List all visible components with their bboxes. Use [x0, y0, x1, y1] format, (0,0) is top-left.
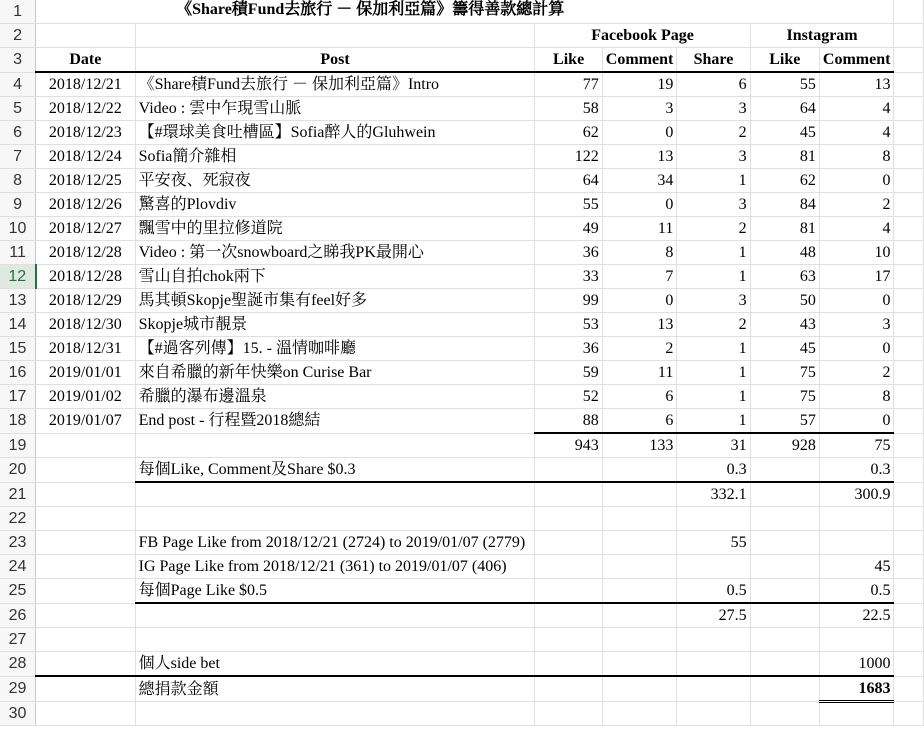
- post-fb-share[interactable]: 2: [677, 217, 750, 241]
- cell[interactable]: [750, 507, 819, 531]
- cell[interactable]: [602, 676, 677, 702]
- cell[interactable]: [894, 385, 924, 409]
- cell[interactable]: [894, 482, 924, 507]
- post-ig-like[interactable]: 63: [750, 265, 819, 289]
- cell[interactable]: [894, 458, 924, 483]
- post-fb-comment[interactable]: 0: [602, 193, 677, 217]
- cell[interactable]: [535, 579, 602, 604]
- table-row: [0, 217, 924, 241]
- cell[interactable]: [602, 579, 677, 604]
- row-header[interactable]: 16: [0, 361, 36, 385]
- cell[interactable]: [36, 628, 136, 652]
- cell[interactable]: [894, 97, 924, 121]
- table-row: [0, 361, 924, 385]
- row-20: [0, 458, 924, 483]
- row-header[interactable]: 26: [0, 603, 36, 628]
- post-date[interactable]: 2018/12/30: [36, 313, 136, 337]
- cell[interactable]: [750, 555, 819, 579]
- table-row: [0, 97, 924, 121]
- row-header[interactable]: 22: [0, 507, 36, 531]
- header-ig-comment[interactable]: Comment: [819, 48, 894, 73]
- row-header[interactable]: 15: [0, 337, 36, 361]
- post-fb-comment[interactable]: 8: [602, 241, 677, 265]
- post-fb-like[interactable]: 52: [535, 385, 602, 409]
- post-ig-comment[interactable]: 4: [819, 217, 894, 241]
- post-ig-like[interactable]: 75: [750, 385, 819, 409]
- row-header[interactable]: 17: [0, 385, 36, 409]
- cell[interactable]: [36, 458, 136, 483]
- row-24: [0, 555, 924, 579]
- post-ig-like[interactable]: 45: [750, 337, 819, 361]
- table-row: [0, 145, 924, 169]
- row-23: [0, 531, 924, 555]
- post-ig-comment[interactable]: 8: [819, 385, 894, 409]
- post-ig-comment[interactable]: 0: [819, 337, 894, 361]
- cell[interactable]: [894, 289, 924, 313]
- post-date[interactable]: 2018/12/28: [36, 241, 136, 265]
- ig-page-like-rate[interactable]: 0.5: [819, 579, 894, 604]
- cell[interactable]: [750, 482, 819, 507]
- header-fb-comment[interactable]: Comment: [602, 48, 677, 73]
- row-header[interactable]: 27: [0, 628, 36, 652]
- post-fb-like[interactable]: 58: [535, 97, 602, 121]
- cell[interactable]: [894, 531, 924, 555]
- post-date[interactable]: 2018/12/23: [36, 121, 136, 145]
- row-header[interactable]: 23: [0, 531, 36, 555]
- post-title[interactable]: 馬其頓Skopje聖誕市集有feel好多: [135, 289, 535, 313]
- row-header[interactable]: 21: [0, 482, 36, 507]
- cell[interactable]: [602, 628, 677, 652]
- header-ig-like[interactable]: Like: [750, 48, 819, 73]
- cell[interactable]: [750, 652, 819, 677]
- post-ig-like[interactable]: 75: [750, 361, 819, 385]
- row-header[interactable]: 28: [0, 652, 36, 677]
- post-fb-like[interactable]: 64: [535, 169, 602, 193]
- cell[interactable]: [819, 507, 894, 531]
- page-like-rate-label[interactable]: 每個Page Like $0.5: [135, 579, 535, 604]
- row-header[interactable]: 8: [0, 169, 36, 193]
- row-19: [0, 433, 924, 458]
- cell[interactable]: [894, 145, 924, 169]
- cell[interactable]: [894, 241, 924, 265]
- row-header[interactable]: 25: [0, 579, 36, 604]
- post-fb-like[interactable]: 36: [535, 337, 602, 361]
- cell[interactable]: [750, 676, 819, 702]
- post-fb-share[interactable]: 3: [677, 97, 750, 121]
- cell[interactable]: [36, 603, 136, 628]
- fb-rate[interactable]: 0.3: [677, 458, 750, 483]
- post-fb-like[interactable]: 88: [535, 409, 602, 434]
- post-ig-like[interactable]: 81: [750, 145, 819, 169]
- table-row: [0, 193, 924, 217]
- row-30: [0, 702, 924, 726]
- post-title[interactable]: 希臘的瀑布邊溫泉: [135, 385, 535, 409]
- instagram-group-header[interactable]: Instagram: [750, 24, 894, 48]
- post-ig-like[interactable]: 48: [750, 241, 819, 265]
- ig-page-like-total[interactable]: 22.5: [819, 603, 894, 628]
- post-fb-share[interactable]: 3: [677, 193, 750, 217]
- cell[interactable]: [894, 24, 924, 48]
- total-ig-like[interactable]: 928: [750, 433, 819, 458]
- post-fb-like[interactable]: 36: [535, 241, 602, 265]
- post-date[interactable]: 2019/01/07: [36, 409, 136, 434]
- cell[interactable]: [535, 603, 602, 628]
- post-ig-comment[interactable]: 3: [819, 313, 894, 337]
- post-fb-share[interactable]: 3: [677, 289, 750, 313]
- cell[interactable]: [894, 337, 924, 361]
- cell[interactable]: [36, 579, 136, 604]
- post-ig-comment[interactable]: 2: [819, 361, 894, 385]
- cell[interactable]: [894, 313, 924, 337]
- post-ig-like[interactable]: 50: [750, 289, 819, 313]
- row-2: [0, 24, 924, 48]
- cell[interactable]: [602, 482, 677, 507]
- side-bet-label[interactable]: 個人side bet: [135, 652, 535, 677]
- post-fb-comment[interactable]: 19: [602, 72, 677, 97]
- post-date[interactable]: 2018/12/24: [36, 145, 136, 169]
- post-ig-like[interactable]: 45: [750, 121, 819, 145]
- post-date[interactable]: 2019/01/02: [36, 385, 136, 409]
- post-title[interactable]: 【#環球美食吐槽區】Sofia醉人的Gluhwein: [135, 121, 535, 145]
- table-row: [0, 241, 924, 265]
- row-21: [0, 482, 924, 507]
- post-fb-share[interactable]: 1: [677, 361, 750, 385]
- sheet-title-cell[interactable]: [36, 0, 894, 24]
- table-row: [0, 385, 924, 409]
- cell[interactable]: [135, 603, 535, 628]
- cell[interactable]: [819, 702, 894, 726]
- fb-page-like-rate[interactable]: 0.5: [677, 579, 750, 604]
- cell[interactable]: [894, 433, 924, 458]
- post-title[interactable]: Video : 第一次snowboard之睇我PK最開心: [135, 241, 535, 265]
- post-ig-like[interactable]: 62: [750, 169, 819, 193]
- post-fb-comment[interactable]: 6: [602, 385, 677, 409]
- cell[interactable]: [602, 603, 677, 628]
- post-ig-comment[interactable]: 0: [819, 289, 894, 313]
- table-row: [0, 313, 924, 337]
- cell[interactable]: [602, 507, 677, 531]
- post-fb-share[interactable]: 1: [677, 337, 750, 361]
- header-post[interactable]: Post: [135, 48, 535, 73]
- cell[interactable]: [894, 121, 924, 145]
- fb-page-like-label[interactable]: FB Page Like from 2018/12/21 (2724) to 2019/01/07 (2779): [135, 531, 535, 555]
- post-fb-like[interactable]: 33: [535, 265, 602, 289]
- total-fb-share[interactable]: 31: [677, 433, 750, 458]
- post-title[interactable]: End post - 行程暨2018總結: [135, 409, 535, 434]
- row-header[interactable]: 10: [0, 217, 36, 241]
- post-date[interactable]: 2018/12/29: [36, 289, 136, 313]
- table-row: [0, 265, 924, 289]
- cell[interactable]: [535, 652, 602, 677]
- cell[interactable]: [677, 652, 750, 677]
- row-header[interactable]: 7: [0, 145, 36, 169]
- cell[interactable]: [894, 193, 924, 217]
- post-date[interactable]: 2018/12/28: [36, 265, 136, 289]
- table-row: [0, 169, 924, 193]
- cell[interactable]: [135, 24, 535, 48]
- cell[interactable]: [750, 579, 819, 604]
- sheet-title: 《Share積Fund去旅行 － 保加利亞篇》籌得善款總計算: [176, 1, 565, 18]
- cell[interactable]: [894, 0, 924, 24]
- post-fb-comment[interactable]: 34: [602, 169, 677, 193]
- table-row: [0, 121, 924, 145]
- post-fb-comment[interactable]: 0: [602, 289, 677, 313]
- row-header[interactable]: 18: [0, 409, 36, 434]
- cell[interactable]: [36, 702, 136, 726]
- fb-rate-total[interactable]: 332.1: [677, 482, 750, 507]
- post-ig-comment[interactable]: 10: [819, 241, 894, 265]
- cell[interactable]: [750, 458, 819, 483]
- post-fb-comment[interactable]: 2: [602, 337, 677, 361]
- post-fb-comment[interactable]: 11: [602, 217, 677, 241]
- post-fb-share[interactable]: 1: [677, 265, 750, 289]
- cell[interactable]: [894, 409, 924, 434]
- row-header[interactable]: 20: [0, 458, 36, 483]
- cell[interactable]: [36, 531, 136, 555]
- fb-page-like-total[interactable]: 27.5: [677, 603, 750, 628]
- row-header[interactable]: 6: [0, 121, 36, 145]
- post-fb-comment[interactable]: 0: [602, 121, 677, 145]
- row-header[interactable]: 13: [0, 289, 36, 313]
- post-date[interactable]: 2018/12/31: [36, 337, 136, 361]
- post-fb-like[interactable]: 55: [535, 193, 602, 217]
- row-28: [0, 652, 924, 677]
- post-fb-like[interactable]: 49: [535, 217, 602, 241]
- cell[interactable]: [602, 531, 677, 555]
- post-fb-share[interactable]: 1: [677, 385, 750, 409]
- post-fb-share[interactable]: 3: [677, 145, 750, 169]
- row-29: [0, 676, 924, 702]
- cell[interactable]: [135, 433, 535, 458]
- post-ig-comment[interactable]: 0: [819, 409, 894, 434]
- cell[interactable]: [750, 531, 819, 555]
- post-fb-share[interactable]: 1: [677, 169, 750, 193]
- cell[interactable]: [894, 555, 924, 579]
- post-title[interactable]: Skopje城市靚景: [135, 313, 535, 337]
- row-header[interactable]: 14: [0, 313, 36, 337]
- cell[interactable]: [36, 676, 136, 702]
- post-fb-like[interactable]: 53: [535, 313, 602, 337]
- total-fb-like[interactable]: 943: [535, 433, 602, 458]
- row-27: [0, 628, 924, 652]
- post-date[interactable]: 2018/12/25: [36, 169, 136, 193]
- cell[interactable]: [135, 628, 535, 652]
- cell[interactable]: [36, 482, 136, 507]
- cell[interactable]: [535, 555, 602, 579]
- post-ig-comment[interactable]: 13: [819, 72, 894, 97]
- post-ig-comment[interactable]: 4: [819, 97, 894, 121]
- cell[interactable]: [36, 433, 136, 458]
- grand-total-label[interactable]: 總捐款金額: [135, 676, 535, 702]
- post-fb-comment[interactable]: 11: [602, 361, 677, 385]
- post-fb-like[interactable]: 77: [535, 72, 602, 97]
- ig-rate[interactable]: 0.3: [819, 458, 894, 483]
- cell[interactable]: [894, 169, 924, 193]
- cell[interactable]: [36, 652, 136, 677]
- post-date[interactable]: 2018/12/27: [36, 217, 136, 241]
- cell[interactable]: [750, 603, 819, 628]
- post-title[interactable]: 雪山自拍chok兩下: [135, 265, 535, 289]
- row-22: [0, 507, 924, 531]
- cell[interactable]: [535, 507, 602, 531]
- cell[interactable]: [602, 555, 677, 579]
- cell[interactable]: [894, 628, 924, 652]
- post-date[interactable]: 2018/12/21: [36, 72, 136, 97]
- grand-total-value[interactable]: 1683: [819, 676, 894, 702]
- row-1: [0, 0, 924, 24]
- post-fb-share[interactable]: 1: [677, 409, 750, 434]
- post-title[interactable]: 平安夜、死寂夜: [135, 169, 535, 193]
- cell[interactable]: [535, 531, 602, 555]
- cell[interactable]: [894, 265, 924, 289]
- cell[interactable]: [677, 507, 750, 531]
- cell[interactable]: [894, 72, 924, 97]
- row-header[interactable]: 1: [0, 0, 36, 24]
- row-header[interactable]: 29: [0, 676, 36, 702]
- post-fb-share[interactable]: 1: [677, 241, 750, 265]
- cell[interactable]: [894, 676, 924, 702]
- post-ig-like[interactable]: 57: [750, 409, 819, 434]
- ig-page-like-label[interactable]: IG Page Like from 2018/12/21 (361) to 2019/01/07 (406): [135, 555, 535, 579]
- cell[interactable]: [135, 702, 535, 726]
- post-fb-like[interactable]: 99: [535, 289, 602, 313]
- cell[interactable]: [894, 702, 924, 726]
- post-title[interactable]: 來自希臘的新年快樂on Curise Bar: [135, 361, 535, 385]
- row-25: [0, 579, 924, 604]
- post-fb-comment[interactable]: 3: [602, 97, 677, 121]
- cell[interactable]: [894, 361, 924, 385]
- post-ig-comment[interactable]: 4: [819, 121, 894, 145]
- post-ig-like[interactable]: 55: [750, 72, 819, 97]
- cell[interactable]: [894, 217, 924, 241]
- total-ig-comment[interactable]: 75: [819, 433, 894, 458]
- cell[interactable]: [819, 531, 894, 555]
- post-title[interactable]: Video : 雲中乍現雪山脈: [135, 97, 535, 121]
- side-bet-value[interactable]: 1000: [819, 652, 894, 677]
- row-header[interactable]: 5: [0, 97, 36, 121]
- post-ig-comment[interactable]: 2: [819, 193, 894, 217]
- cell[interactable]: [535, 482, 602, 507]
- post-title[interactable]: 飄雪中的里拉修道院: [135, 217, 535, 241]
- cell[interactable]: [894, 579, 924, 604]
- ig-page-like-value[interactable]: 45: [819, 555, 894, 579]
- header-date[interactable]: Date: [36, 48, 136, 73]
- cell[interactable]: [535, 676, 602, 702]
- cell[interactable]: [602, 458, 677, 483]
- row-26: [0, 603, 924, 628]
- post-ig-comment[interactable]: 17: [819, 265, 894, 289]
- post-date[interactable]: 2019/01/01: [36, 361, 136, 385]
- cell[interactable]: [36, 555, 136, 579]
- table-row: [0, 72, 924, 97]
- cell[interactable]: [894, 652, 924, 677]
- cell[interactable]: [894, 48, 924, 73]
- row-header[interactable]: 9: [0, 193, 36, 217]
- post-fb-comment[interactable]: 7: [602, 265, 677, 289]
- cell[interactable]: [36, 507, 136, 531]
- row-3: [0, 48, 924, 73]
- total-fb-comment[interactable]: 133: [602, 433, 677, 458]
- post-title[interactable]: Sofia簡介雜相: [135, 145, 535, 169]
- post-fb-like[interactable]: 122: [535, 145, 602, 169]
- cell[interactable]: [535, 628, 602, 652]
- cell[interactable]: [135, 482, 535, 507]
- post-fb-comment[interactable]: 6: [602, 409, 677, 434]
- cell[interactable]: [677, 628, 750, 652]
- rate-label[interactable]: 每個Like, Comment及Share $0.3: [135, 458, 535, 483]
- post-fb-share[interactable]: 6: [677, 72, 750, 97]
- row-header[interactable]: 24: [0, 555, 36, 579]
- cell[interactable]: [819, 628, 894, 652]
- row-header[interactable]: 4: [0, 72, 36, 97]
- post-ig-like[interactable]: 43: [750, 313, 819, 337]
- row-header[interactable]: 2: [0, 24, 36, 48]
- post-fb-comment[interactable]: 13: [602, 145, 677, 169]
- cell[interactable]: [535, 702, 602, 726]
- post-ig-comment[interactable]: 8: [819, 145, 894, 169]
- post-fb-like[interactable]: 59: [535, 361, 602, 385]
- post-fb-share[interactable]: 2: [677, 313, 750, 337]
- row-header[interactable]: 12: [0, 265, 36, 289]
- header-fb-share[interactable]: Share: [677, 48, 750, 73]
- post-fb-share[interactable]: 2: [677, 121, 750, 145]
- post-ig-like[interactable]: 64: [750, 97, 819, 121]
- post-title[interactable]: 【#過客列傳】15. - 溫情咖啡廳: [135, 337, 535, 361]
- cell[interactable]: [602, 652, 677, 677]
- row-header[interactable]: 19: [0, 433, 36, 458]
- ig-rate-total[interactable]: 300.9: [819, 482, 894, 507]
- post-fb-like[interactable]: 62: [535, 121, 602, 145]
- table-row: [0, 337, 924, 361]
- post-fb-comment[interactable]: 13: [602, 313, 677, 337]
- facebook-group-header[interactable]: Facebook Page: [535, 24, 750, 48]
- cell[interactable]: [677, 702, 750, 726]
- cell[interactable]: [135, 507, 535, 531]
- post-ig-like[interactable]: 84: [750, 193, 819, 217]
- header-fb-like[interactable]: Like: [535, 48, 602, 73]
- row-header[interactable]: 30: [0, 702, 36, 726]
- cell[interactable]: [750, 628, 819, 652]
- table-row: [0, 289, 924, 313]
- post-ig-like[interactable]: 81: [750, 217, 819, 241]
- post-title[interactable]: 驚喜的Plovdiv: [135, 193, 535, 217]
- cell[interactable]: [750, 702, 819, 726]
- row-header[interactable]: 11: [0, 241, 36, 265]
- cell[interactable]: [894, 507, 924, 531]
- cell[interactable]: [677, 555, 750, 579]
- cell[interactable]: [894, 603, 924, 628]
- post-ig-comment[interactable]: 0: [819, 169, 894, 193]
- cell[interactable]: [602, 702, 677, 726]
- fb-page-like-value[interactable]: 55: [677, 531, 750, 555]
- row-header[interactable]: 3: [0, 48, 36, 73]
- cell[interactable]: [535, 458, 602, 483]
- cell[interactable]: [36, 24, 136, 48]
- post-date[interactable]: 2018/12/22: [36, 97, 136, 121]
- table-row: [0, 409, 924, 434]
- post-title[interactable]: 《Share積Fund去旅行 － 保加利亞篇》Intro: [135, 72, 535, 97]
- cell[interactable]: [677, 676, 750, 702]
- post-date[interactable]: 2018/12/26: [36, 193, 136, 217]
